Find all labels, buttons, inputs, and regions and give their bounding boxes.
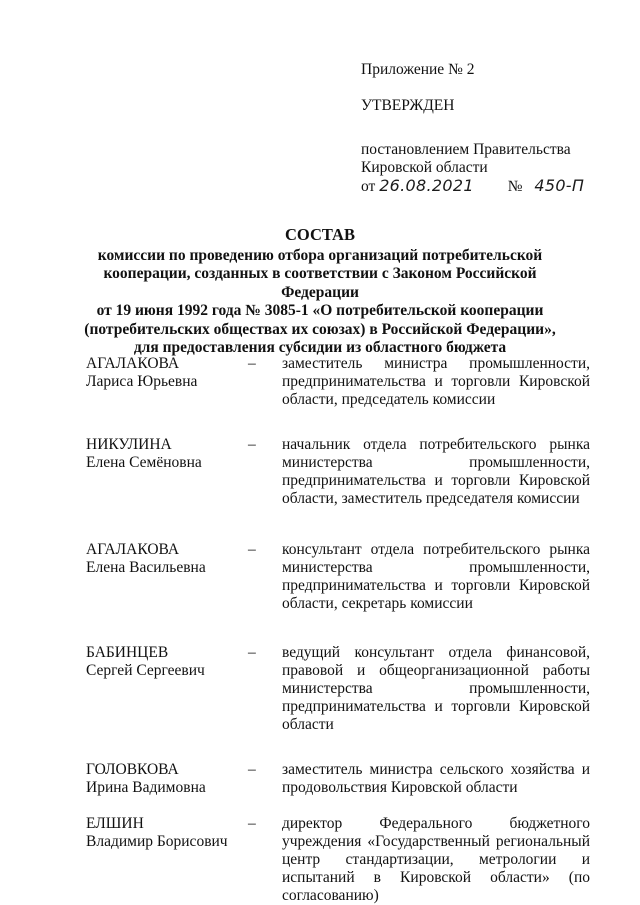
- decree-line-2: Кировской области: [361, 159, 488, 176]
- dash-separator: –: [248, 644, 256, 661]
- member-given-name: Владимир Борисович: [86, 833, 228, 850]
- member-role: ведущий консультант отдела финансовой, правовой и общеорганизационной работы министерства промышленности, предпринимательства и торговли Кировской области: [282, 644, 590, 733]
- member-name: [86, 355, 248, 409]
- handwritten-number: 450-П: [534, 176, 585, 195]
- member-given-name: Сергей Сергеевич: [86, 662, 205, 679]
- member-entry: [86, 436, 590, 508]
- member-role: заместитель министра сельского хозяйства и продовольствия Кировской области: [282, 761, 590, 796]
- dash-separator: –: [248, 436, 256, 453]
- heading-line: (потребительских обществах их союзах) в Российской Федерации»,: [84, 320, 556, 338]
- commission-members-list: [86, 355, 590, 905]
- member-role: начальник отдела потребительского рынка министерства промышленности, предпринимательства и торговли Кировской области, заместитель председателя комиссии: [282, 436, 590, 507]
- member-role: консультант отдела потребительского рынка министерства промышленности, предпринимательства и торговли Кировской области, секретарь комиссии: [282, 541, 590, 612]
- member-name: [86, 761, 248, 797]
- member-given-name: Елена Васильевна: [86, 559, 206, 576]
- member-role: заместитель министра промышленности, предпринимательства и торговли Кировской области, председатель комиссии: [282, 355, 590, 408]
- member-given-name: Лариса Юрьевна: [86, 373, 198, 390]
- member-surname: АГАЛАКОВА: [86, 355, 180, 372]
- member-given-name: Ирина Вадимовна: [86, 779, 206, 796]
- date-prefix: от: [361, 178, 376, 195]
- heading-line: кооперации, созданных в соответствии с Законом Российской Федерации: [103, 265, 537, 301]
- heading-line: для предоставления субсидии из областного бюджета: [133, 339, 507, 356]
- dash-separator: –: [248, 815, 256, 832]
- member-entry: [86, 761, 590, 797]
- member-surname: ГОЛОВКОВА: [86, 761, 179, 778]
- member-name: [86, 541, 248, 613]
- dash-separator: –: [248, 355, 256, 372]
- member-name: [86, 436, 248, 508]
- handwritten-date: 26.08.2021: [379, 176, 474, 195]
- approved-label: УТВЕРЖДЕН: [361, 97, 455, 114]
- decree-line-1: постановлением Правительства: [361, 141, 571, 158]
- heading-line: от 19 июня 1992 года № 3085-1 «О потребительской кооперации: [96, 302, 544, 319]
- member-role: директор Федерального бюджетного учреждения «Государственный региональный центр стандартизации, метрологии и испытаний в Кировской области» (по согласованию): [282, 815, 590, 904]
- document-heading: [80, 226, 560, 358]
- member-entry: [86, 644, 590, 734]
- heading-line: комиссии по проведению отбора организаций потребительской: [97, 246, 543, 264]
- appendix-label: Приложение № 2: [361, 61, 475, 78]
- member-surname: НИКУЛИНА: [86, 436, 172, 453]
- dash-separator: –: [248, 761, 256, 778]
- member-surname: БАБИНЦЕВ: [86, 644, 169, 661]
- member-surname: ЕЛШИН: [86, 815, 144, 832]
- member-given-name: Елена Семёновна: [86, 454, 202, 471]
- member-name: [86, 815, 248, 905]
- member-surname: АГАЛАКОВА: [86, 541, 180, 558]
- number-label: №: [507, 178, 523, 195]
- dash-separator: –: [248, 541, 256, 558]
- date-number-row: [361, 177, 611, 196]
- member-entry: [86, 815, 590, 905]
- member-name: [86, 644, 248, 734]
- member-entry: [86, 355, 590, 409]
- member-entry: [86, 541, 590, 613]
- document-title: СОСТАВ: [285, 225, 355, 244]
- approval-block: [361, 61, 611, 196]
